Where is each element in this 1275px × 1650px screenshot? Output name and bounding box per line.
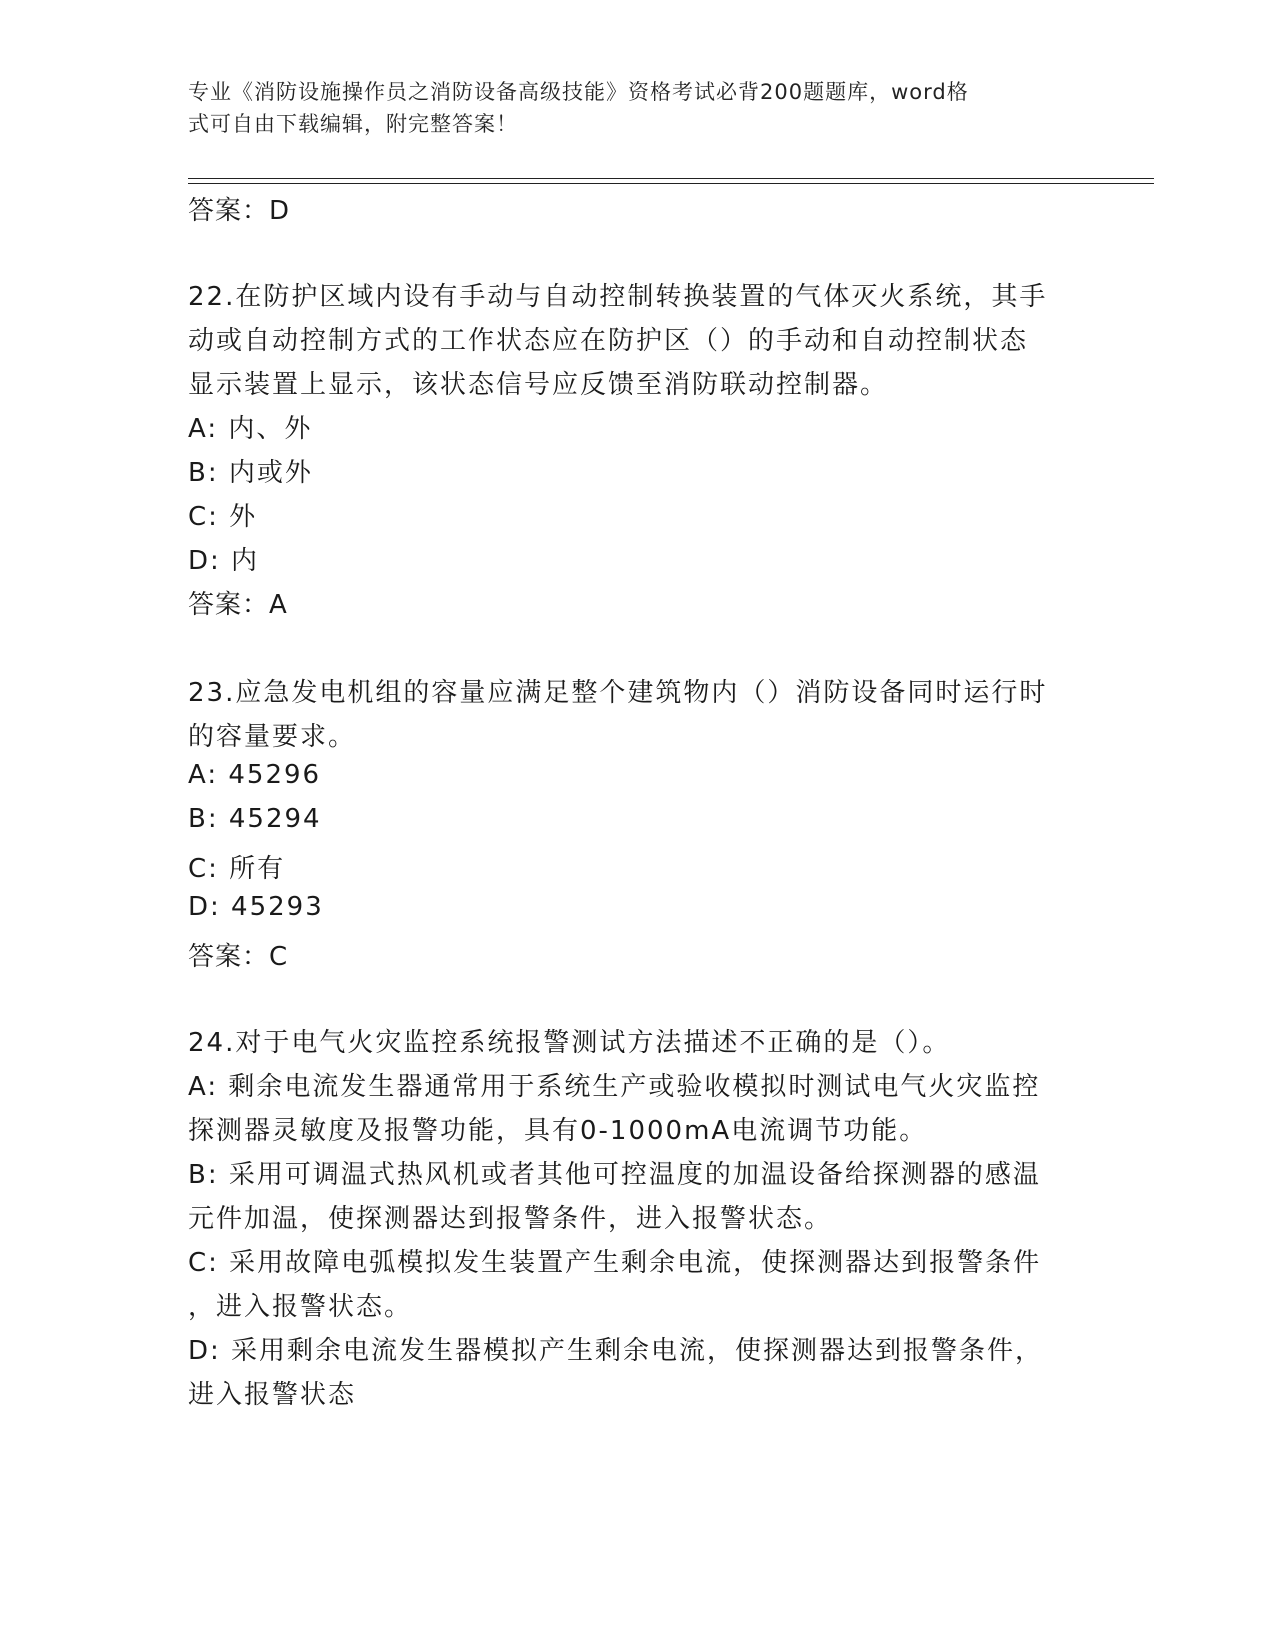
q24-option-d-line-2: 进入报警状态 [188,1380,357,1410]
q24-option-d-line-1: D: 采用剩余电流发生器模拟产生剩余电流，使探测器达到报警条件， [188,1336,1044,1366]
q23-option-a: A: 45296 [188,760,322,790]
q22-stem-line-3: 显示装置上显示，该状态信号应反馈至消防联动控制器。 [188,370,889,400]
header-line-2: 式可自由下载编辑，附完整答案！ [188,112,518,136]
header-divider-thick [188,178,1154,179]
page-header [188,76,1068,140]
q24-option-c-line-1: C: 采用故障电弧模拟发生装置产生剩余电流，使探测器达到报警条件 [188,1248,1042,1278]
header-line-1: 专业《消防设施操作员之消防设备高级技能》资格考试必背200题题库，word格 [188,80,969,104]
q23-option-b: B: 45294 [188,804,322,834]
q24-option-b-line-1: B: 采用可调温式热风机或者其他可控温度的加温设备给探测器的感温 [188,1160,1041,1190]
q22-answer: 答案：A [188,590,288,620]
q24-stem-line-1: 24.对于电气火灾监控系统报警测试方法描述不正确的是（）。 [188,1028,951,1058]
previous-answer: 答案：D [188,196,291,226]
q22-option-d: D: 内 [188,546,260,576]
q23-stem-line-2: 的容量要求。 [188,722,357,752]
q22-option-b: B: 内或外 [188,458,313,488]
header-divider-thin [188,183,1154,184]
q22-option-c: C: 外 [188,502,258,532]
q23-option-d: D: 45293 [188,892,324,922]
q24-option-a-line-1: A: 剩余电流发生器通常用于系统生产或验收模拟时测试电气火灾监控 [188,1072,1041,1102]
q23-answer: 答案：C [188,942,289,972]
q22-option-a: A: 内、外 [188,414,313,444]
q24-option-c-line-2: ，进入报警状态。 [188,1292,413,1322]
q24-option-b-line-2: 元件加温，使探测器达到报警条件，进入报警状态。 [188,1204,833,1234]
q22-stem-line-1: 22.在防护区域内设有手动与自动控制转换装置的气体灭火系统，其手 [188,282,1048,312]
q22-stem-line-2: 动或自动控制方式的工作状态应在防护区（）的手动和自动控制状态 [188,326,1029,356]
q24-option-a-line-2: 探测器灵敏度及报警功能，具有0-1000mA电流调节功能。 [188,1116,928,1146]
q23-option-c: C: 所有 [188,854,286,884]
q23-stem-line-1: 23.应急发电机组的容量应满足整个建筑物内（）消防设备同时运行时 [188,678,1048,708]
